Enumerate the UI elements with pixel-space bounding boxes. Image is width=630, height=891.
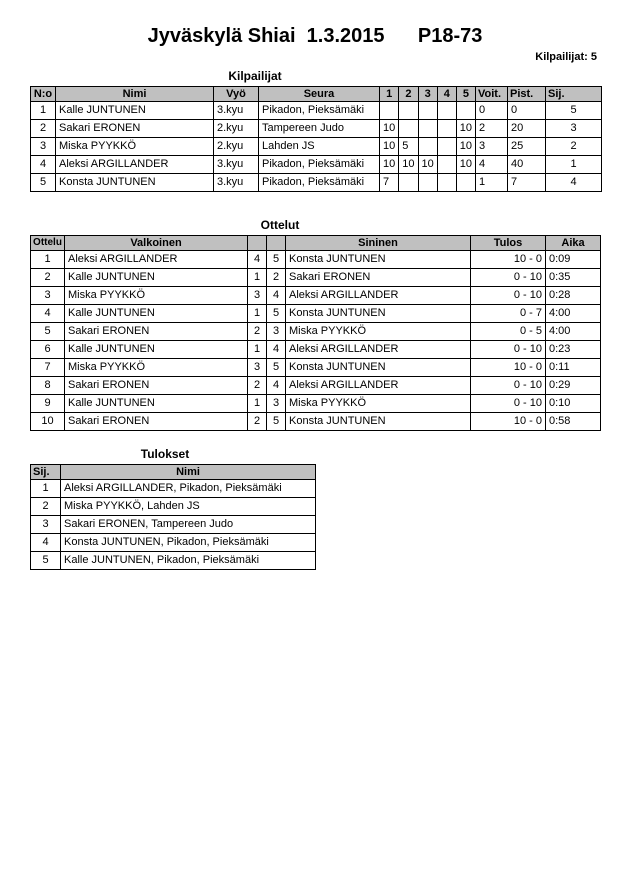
cell-sij: 3 (546, 120, 602, 138)
cell-match-no: 1 (31, 251, 65, 269)
cell-blue-name: Miska PYYKKÖ (286, 323, 471, 341)
col-header-blue-no (267, 236, 286, 251)
cell-tulos: 0 - 10 (471, 269, 546, 287)
cell-nimi: Sakari ERONEN (56, 120, 214, 138)
col-header-aika: Aika (546, 236, 601, 251)
tulokset-row (31, 534, 316, 552)
ottelut-row (31, 341, 601, 359)
cell-aika: 0:11 (546, 359, 601, 377)
cell-voit: 1 (476, 174, 508, 192)
cell-aika: 0:09 (546, 251, 601, 269)
cell-aika: 4:00 (546, 305, 601, 323)
cell-voit: 0 (476, 102, 508, 120)
cell-blue-no: 4 (267, 287, 286, 305)
cell-pist: 25 (508, 138, 546, 156)
col-header-white-no (248, 236, 267, 251)
cell-white-name: Miska PYYKKÖ (65, 359, 248, 377)
cell-blue-no: 4 (267, 341, 286, 359)
cell-blue-no: 5 (267, 359, 286, 377)
cell-no: 2 (31, 120, 56, 138)
cell-white-no: 2 (248, 413, 267, 431)
cell-voit: 2 (476, 120, 508, 138)
col-header-sij: Sij. (546, 87, 602, 102)
col-header-5: 5 (456, 87, 475, 102)
col-header-2: 2 (399, 87, 418, 102)
cell-sij: 5 (31, 552, 61, 570)
cell-match-no: 7 (31, 359, 65, 377)
cell-score-3: 10 (418, 156, 437, 174)
cell-match-no: 8 (31, 377, 65, 395)
tulokset-heading: Tulokset (140, 447, 190, 461)
cell-vyo: 3.kyu (214, 174, 259, 192)
kilpailijat-row (31, 120, 602, 138)
cell-score-2 (399, 102, 418, 120)
col-header-sij: Sij. (31, 465, 61, 480)
cell-tulos: 0 - 5 (471, 323, 546, 341)
cell-match-no: 2 (31, 269, 65, 287)
cell-blue-name: Konsta JUNTUNEN (286, 305, 471, 323)
cell-sij: 3 (31, 516, 61, 534)
cell-nimi: Sakari ERONEN, Tampereen Judo (61, 516, 316, 534)
cell-blue-name: Konsta JUNTUNEN (286, 251, 471, 269)
col-header-1: 1 (380, 87, 399, 102)
cell-tulos: 0 - 7 (471, 305, 546, 323)
cell-score-1: 10 (380, 156, 399, 174)
ottelut-table (30, 235, 601, 431)
cell-white-name: Kalle JUNTUNEN (65, 341, 248, 359)
cell-blue-name: Aleksi ARGILLANDER (286, 341, 471, 359)
cell-nimi: Aleksi ARGILLANDER, Pikadon, Pieksämäki (61, 480, 316, 498)
cell-nimi: Kalle JUNTUNEN, Pikadon, Pieksämäki (61, 552, 316, 570)
cell-match-no: 4 (31, 305, 65, 323)
cell-score-1: 10 (380, 120, 399, 138)
cell-blue-name: Miska PYYKKÖ (286, 395, 471, 413)
cell-pist: 0 (508, 102, 546, 120)
cell-match-no: 6 (31, 341, 65, 359)
cell-sij: 4 (546, 174, 602, 192)
ottelut-row (31, 377, 601, 395)
cell-seura: Pikadon, Pieksämäki (259, 102, 380, 120)
cell-white-name: Sakari ERONEN (65, 377, 248, 395)
col-header-nimi: Nimi (61, 465, 316, 480)
col-header-voit: Voit. (476, 87, 508, 102)
cell-white-no: 3 (248, 359, 267, 377)
cell-tulos: 0 - 10 (471, 395, 546, 413)
cell-score-3 (418, 120, 437, 138)
cell-blue-no: 3 (267, 323, 286, 341)
cell-score-3 (418, 138, 437, 156)
ottelut-header-row (31, 236, 601, 251)
cell-aika: 0:35 (546, 269, 601, 287)
cell-tulos: 10 - 0 (471, 413, 546, 431)
cell-blue-name: Sakari ERONEN (286, 269, 471, 287)
cell-white-no: 2 (248, 377, 267, 395)
cell-pist: 40 (508, 156, 546, 174)
ottelut-row (31, 413, 601, 431)
cell-sij: 5 (546, 102, 602, 120)
cell-tulos: 10 - 0 (471, 359, 546, 377)
cell-match-no: 3 (31, 287, 65, 305)
cell-score-2 (399, 174, 418, 192)
cell-blue-no: 2 (267, 269, 286, 287)
cell-nimi: Kalle JUNTUNEN (56, 102, 214, 120)
cell-aika: 0:10 (546, 395, 601, 413)
cell-blue-no: 5 (267, 251, 286, 269)
cell-vyo: 3.kyu (214, 102, 259, 120)
cell-no: 5 (31, 174, 56, 192)
cell-nimi: Konsta JUNTUNEN (56, 174, 214, 192)
cell-white-no: 2 (248, 323, 267, 341)
cell-blue-no: 5 (267, 413, 286, 431)
cell-no: 1 (31, 102, 56, 120)
cell-seura: Tampereen Judo (259, 120, 380, 138)
cell-pist: 7 (508, 174, 546, 192)
cell-white-no: 1 (248, 341, 267, 359)
cell-sij: 2 (31, 498, 61, 516)
tulokset-row (31, 498, 316, 516)
cell-score-1: 10 (380, 138, 399, 156)
tulokset-row (31, 516, 316, 534)
cell-white-name: Sakari ERONEN (65, 323, 248, 341)
tulokset-row (31, 480, 316, 498)
cell-aika: 0:58 (546, 413, 601, 431)
cell-score-5 (456, 174, 475, 192)
kilpailijat-header-row (31, 87, 602, 102)
tulokset-table (30, 464, 316, 570)
cell-sij: 1 (31, 480, 61, 498)
ottelut-row (31, 359, 601, 377)
cell-score-4 (437, 138, 456, 156)
cell-sij: 1 (546, 156, 602, 174)
ottelut-row (31, 395, 601, 413)
col-header-valkoinen: Valkoinen (65, 236, 248, 251)
cell-score-4 (437, 156, 456, 174)
cell-score-3 (418, 174, 437, 192)
cell-blue-name: Konsta JUNTUNEN (286, 359, 471, 377)
cell-nimi: Miska PYYKKÖ (56, 138, 214, 156)
cell-score-3 (418, 102, 437, 120)
cell-seura: Pikadon, Pieksämäki (259, 174, 380, 192)
competitors-count-label: Kilpailijat: 5 (535, 51, 597, 63)
cell-nimi: Aleksi ARGILLANDER (56, 156, 214, 174)
cell-tulos: 0 - 10 (471, 377, 546, 395)
kilpailijat-heading: Kilpailijat (228, 69, 282, 83)
cell-aika: 0:23 (546, 341, 601, 359)
cell-match-no: 9 (31, 395, 65, 413)
cell-seura: Pikadon, Pieksämäki (259, 156, 380, 174)
cell-white-name: Kalle JUNTUNEN (65, 305, 248, 323)
cell-score-2 (399, 120, 418, 138)
cell-score-4 (437, 174, 456, 192)
ottelut-heading: Ottelut (260, 218, 300, 232)
ottelut-row (31, 323, 601, 341)
cell-blue-no: 5 (267, 305, 286, 323)
cell-white-no: 3 (248, 287, 267, 305)
kilpailijat-row (31, 102, 602, 120)
cell-seura: Lahden JS (259, 138, 380, 156)
cell-voit: 4 (476, 156, 508, 174)
cell-white-no: 1 (248, 395, 267, 413)
kilpailijat-row (31, 138, 602, 156)
col-header-3: 3 (418, 87, 437, 102)
kilpailijat-row (31, 156, 602, 174)
cell-tulos: 10 - 0 (471, 251, 546, 269)
col-header-ottelu: Ottelu (31, 236, 65, 251)
cell-score-4 (437, 120, 456, 138)
cell-match-no: 10 (31, 413, 65, 431)
cell-white-name: Sakari ERONEN (65, 413, 248, 431)
col-header-tulos: Tulos (471, 236, 546, 251)
cell-white-name: Miska PYYKKÖ (65, 287, 248, 305)
kilpailijat-row (31, 174, 602, 192)
cell-sij: 2 (546, 138, 602, 156)
ottelut-row (31, 269, 601, 287)
cell-score-1 (380, 102, 399, 120)
cell-aika: 0:28 (546, 287, 601, 305)
col-header-seura: Seura (259, 87, 380, 102)
cell-tulos: 0 - 10 (471, 287, 546, 305)
cell-nimi: Konsta JUNTUNEN, Pikadon, Pieksämäki (61, 534, 316, 552)
cell-blue-no: 4 (267, 377, 286, 395)
col-header-no: N:o (31, 87, 56, 102)
tulokset-header-row (31, 465, 316, 480)
cell-score-5: 10 (456, 138, 475, 156)
cell-vyo: 2.kyu (214, 138, 259, 156)
col-header-vyo: Vyö (214, 87, 259, 102)
cell-white-no: 4 (248, 251, 267, 269)
cell-white-name: Aleksi ARGILLANDER (65, 251, 248, 269)
cell-blue-name: Konsta JUNTUNEN (286, 413, 471, 431)
cell-nimi: Miska PYYKKÖ, Lahden JS (61, 498, 316, 516)
cell-score-5: 10 (456, 156, 475, 174)
cell-vyo: 3.kyu (214, 156, 259, 174)
cell-score-4 (437, 102, 456, 120)
cell-score-5 (456, 102, 475, 120)
col-header-pist: Pist. (508, 87, 546, 102)
kilpailijat-table (30, 86, 602, 192)
col-header-4: 4 (437, 87, 456, 102)
col-header-sininen: Sininen (286, 236, 471, 251)
cell-voit: 3 (476, 138, 508, 156)
ottelut-row (31, 251, 601, 269)
cell-no: 3 (31, 138, 56, 156)
cell-match-no: 5 (31, 323, 65, 341)
cell-aika: 4:00 (546, 323, 601, 341)
cell-tulos: 0 - 10 (471, 341, 546, 359)
cell-no: 4 (31, 156, 56, 174)
col-header-nimi: Nimi (56, 87, 214, 102)
cell-blue-name: Aleksi ARGILLANDER (286, 377, 471, 395)
cell-white-name: Kalle JUNTUNEN (65, 395, 248, 413)
cell-white-name: Kalle JUNTUNEN (65, 269, 248, 287)
cell-vyo: 2.kyu (214, 120, 259, 138)
cell-pist: 20 (508, 120, 546, 138)
tulokset-row (31, 552, 316, 570)
cell-score-2: 5 (399, 138, 418, 156)
ottelut-row (31, 287, 601, 305)
cell-blue-no: 3 (267, 395, 286, 413)
cell-aika: 0:29 (546, 377, 601, 395)
cell-blue-name: Aleksi ARGILLANDER (286, 287, 471, 305)
cell-white-no: 1 (248, 269, 267, 287)
cell-score-5: 10 (456, 120, 475, 138)
ottelut-row (31, 305, 601, 323)
cell-score-2: 10 (399, 156, 418, 174)
cell-score-1: 7 (380, 174, 399, 192)
cell-sij: 4 (31, 534, 61, 552)
page-title: Jyväskylä Shiai 1.3.2015 P18-73 (147, 25, 483, 47)
cell-white-no: 1 (248, 305, 267, 323)
